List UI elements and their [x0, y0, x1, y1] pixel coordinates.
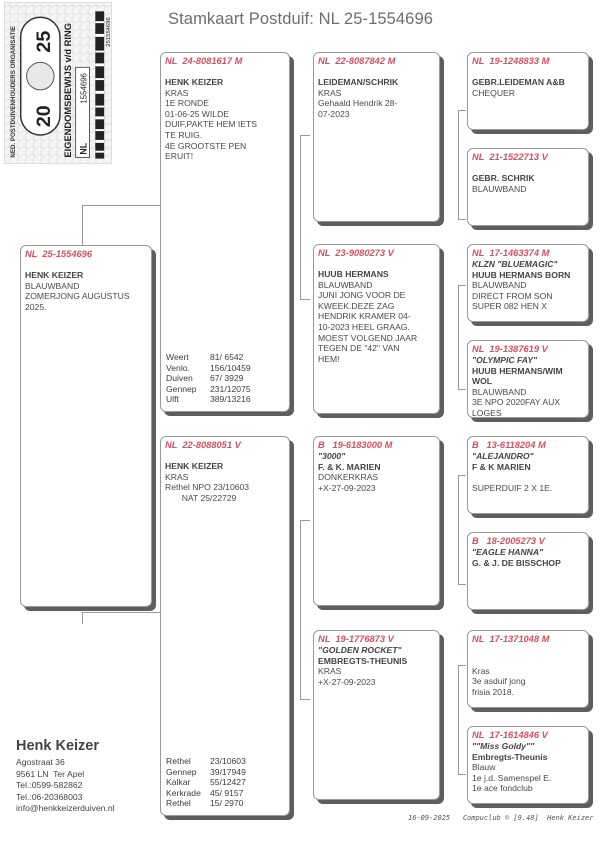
race-result-row: Duiven 67/ 3929 — [166, 373, 244, 384]
nickname: "OLYMPIC FAY" — [472, 355, 538, 365]
detail-line: DONKERKRAS — [318, 472, 379, 483]
nickname: "ALEJANDRO" — [472, 451, 534, 461]
owner: HENK KEIZER — [25, 270, 84, 280]
ring-year-left: 20 — [33, 105, 56, 128]
pigeon-card-great-grandparent[interactable] — [467, 244, 589, 322]
detail-line: +X-27-09-2023 — [318, 676, 376, 687]
spacer — [472, 163, 584, 173]
detail-line: KRAS — [165, 471, 189, 482]
ring-barcode-number: 251554696 — [106, 17, 113, 47]
detail-line: BLAUWBAND — [472, 183, 527, 194]
pigeon-card-grandfather-paternal[interactable] — [313, 52, 440, 222]
pigeon-card-great-grandparent[interactable] — [467, 148, 589, 226]
pigeon-card-mother[interactable] — [160, 436, 290, 816]
detail-line: KRAS — [318, 87, 342, 98]
ring-certificate-graphic — [5, 3, 111, 163]
ring-number: 1554696 — [79, 73, 89, 104]
detail-line: TE RUIG. — [165, 129, 203, 140]
connector-subject-stem — [82, 205, 83, 245]
connector-gp-fm — [458, 285, 466, 390]
detail-line: LOGES — [472, 407, 502, 418]
ring-org-text: NED. POSTDUIVENHOUDERS ORGANISATIE — [9, 26, 17, 158]
detail-line: 3E NPO 2020FAY AUX — [472, 397, 561, 408]
pigeon-card-great-grandparent[interactable] — [467, 726, 589, 804]
detail-line: 2025. — [25, 301, 47, 312]
nickname: "3000" — [318, 451, 346, 461]
connector-subject-stem2 — [82, 612, 83, 624]
owner: GEBR.LEIDEMAN A&B — [472, 77, 565, 87]
race-result-row: Kerkrade 45/ 9157 — [166, 787, 244, 798]
pigeon-emblem-icon — [27, 62, 54, 89]
ring-certificate — [4, 2, 112, 164]
owner: Embregts-Theunis — [472, 751, 548, 762]
ring-number: NL 22-8088051 V — [165, 440, 241, 450]
software-credit: Compuclub © [9.48] — [462, 814, 539, 822]
ring-number: NL 17-1614846 V — [472, 730, 548, 740]
owner: GEBR. SCHRIK — [472, 173, 535, 183]
detail-line — [472, 655, 584, 666]
pigeon-card-father[interactable] — [160, 52, 290, 412]
connector-subject-parents — [82, 205, 164, 206]
detail-line: Blauw — [472, 762, 496, 773]
breeder-city: 9561 LN Ter Apel — [16, 768, 85, 779]
breeder-info — [16, 738, 115, 815]
detail-line: DIRECT FROM SON — [472, 290, 553, 301]
page-title: Stamkaart Postduif: NL 25-1554696 — [168, 10, 434, 28]
connector-mother — [300, 520, 310, 700]
race-result-row: Gennep 39/17949 — [166, 766, 246, 777]
pigeon-card-great-grandparent[interactable] — [467, 630, 589, 708]
ring-number: NL 25-1554696 — [25, 249, 93, 259]
owner: LEIDEMAN/SCHRIK — [318, 77, 399, 87]
pigeon-card-great-grandparent[interactable] — [467, 52, 589, 130]
breeder-address: Agostraat 36 — [16, 757, 65, 767]
detail-line: 10-2023 HEEL GRAAG. — [318, 321, 410, 332]
race-result-row: Venlo. 156/10459 — [166, 362, 251, 373]
detail-line: SUPERDUIF 2 X 1E. — [472, 482, 553, 493]
race-result-row: Rethel 15/ 2970 — [166, 798, 244, 809]
owner: F. & K. MARIEN — [318, 461, 381, 472]
pigeon-card-great-grandparent[interactable] — [467, 532, 589, 610]
breeder-name: Henk Keizer — [16, 738, 100, 754]
ring-number: NL 17-1463374 M — [472, 248, 550, 258]
race-result-row: Gennep 231/12075 — [166, 383, 251, 394]
detail-line: DUIF,PAKTE HEM IETS — [165, 119, 257, 130]
race-results — [166, 756, 246, 809]
race-result-row: Rethel 23/10603 — [166, 756, 246, 767]
detail-line: HEM! — [318, 353, 340, 364]
detail-line: BLAUWBAND — [318, 279, 373, 290]
detail-line: 1e ace fondclub — [472, 783, 533, 794]
detail-line: frisia 2018. — [472, 686, 515, 697]
breeder-email[interactable]: info@henkkeizerduiven.nl — [16, 803, 115, 813]
detail-line: KRAS — [165, 87, 189, 98]
ring-number: NL 23-9080273 V — [318, 248, 394, 258]
owner: EMBREGTS-THEUNIS — [318, 655, 408, 666]
detail-line: BLAUWBAND — [472, 280, 527, 291]
detail-line: CHEQUER — [472, 87, 515, 98]
nickname: "EAGLE HANNA" — [472, 547, 544, 557]
detail-line — [472, 472, 584, 483]
breeder-phone: Tel.:0599-582862 — [16, 780, 83, 790]
detail-line: 4E GROOTSTE PEN — [165, 140, 247, 151]
ring-number: NL 21-1522713 V — [472, 152, 548, 162]
detail-line: HENDRIK KRAMER 04- — [318, 311, 411, 322]
barcode-icon — [95, 11, 104, 158]
detail-line: ZOMERJONG AUGUSTUS — [25, 291, 130, 302]
spacer — [472, 645, 584, 655]
pigeon-card-grandmother-paternal[interactable] — [313, 244, 440, 414]
pigeon-card-subject[interactable] — [20, 245, 152, 607]
race-result-row: Weert 81/ 6542 — [166, 352, 244, 363]
detail-line: JUNI JONG VOOR DE — [318, 290, 406, 301]
detail-line: 3e asduif jong — [472, 676, 526, 687]
ring-number: NL 19-1776873 V — [318, 634, 394, 644]
detail-line: Kras — [472, 665, 490, 676]
nickname: KLZN "BLUEMAGIC" — [472, 259, 558, 269]
ring-number: NL 19-1248833 M — [472, 56, 550, 66]
spacer — [472, 67, 584, 77]
nickname: ""Miss Goldy"" — [472, 741, 535, 751]
detail-line: 1E RONDE — [165, 98, 209, 109]
detail-line: BLAUWBAND — [25, 280, 80, 291]
detail-line: KRAS — [318, 666, 342, 677]
detail-line: MOEST VOLGEND JAAR — [318, 332, 418, 343]
detail-line: Rethel NPO 23/10603 — [165, 482, 250, 493]
detail-line: NAT 25/22729 — [165, 492, 237, 503]
ring-year-right: 25 — [33, 30, 56, 53]
ring-number: NL 17-1371048 M — [472, 634, 550, 644]
race-results — [166, 352, 251, 405]
connector-gp-mm — [458, 665, 466, 775]
owner: HUUB HERMANS/WIM WOL — [472, 365, 563, 387]
owner: HENK KEIZER — [165, 77, 224, 87]
nickname: "GOLDEN ROCKET" — [318, 645, 402, 655]
breeder-mobile: Tel.:06-20368003 — [16, 791, 83, 802]
ring-number: NL 24-8081617 M — [165, 56, 243, 66]
ring-number: NL 19-1387619 V — [472, 344, 548, 354]
race-result-row: Ulft 389/13216 — [166, 394, 251, 405]
detail-line: 1e j.d. Samenspel E. — [472, 772, 552, 783]
connector-gp-ff — [458, 110, 466, 220]
connector-gp-mf — [458, 475, 466, 585]
pigeon-card-great-grandparent[interactable] — [467, 340, 589, 418]
pigeon-card-grandmother-maternal[interactable] — [313, 630, 440, 800]
print-author: Henk Keizer — [547, 814, 594, 822]
detail-line: BLAUWBAND — [472, 386, 527, 397]
detail-line: +X-27-09-2023 — [318, 482, 376, 493]
owner: F & K MARIEN — [472, 461, 531, 472]
owner: HUUB HERMANS — [318, 269, 389, 279]
ring-number: B 18-2005273 V — [472, 536, 545, 546]
owner: HENK KEIZER — [165, 461, 224, 471]
pigeon-card-great-grandparent[interactable] — [467, 436, 589, 514]
print-footer — [408, 814, 593, 822]
owner: G. & J. DE BISSCHOP — [472, 557, 561, 568]
ring-number: NL 22-8087842 M — [318, 56, 396, 66]
detail-line: KWEEK.DEZE ZAG — [318, 300, 395, 311]
race-result-row: Kalkar 55/12427 — [166, 777, 246, 788]
ring-country: NL — [78, 142, 89, 155]
pigeon-card-grandfather-maternal[interactable] — [313, 436, 440, 606]
connector-father — [300, 135, 310, 300]
owner: HUUB HERMANS BORN — [472, 269, 571, 280]
ring-number: B 19-6183000 M — [318, 440, 393, 450]
ring-number: B 13-6118204 M — [472, 440, 546, 450]
ring-heading: EIGENDOMSBEWIJS v/d RING — [62, 23, 73, 158]
connector-subject-mother — [82, 612, 164, 613]
detail-line: SUPER 082 HEN X — [472, 301, 547, 312]
detail-line: Gehaald Hendrik 28- — [318, 98, 398, 109]
print-date: 16-09-2025 — [408, 814, 451, 822]
detail-line: 07-2023 — [318, 108, 350, 119]
detail-line: TEGEN DE "42" VAN — [318, 343, 400, 354]
detail-line: ERUIT! — [165, 151, 194, 162]
detail-line: 01-06-25 WILDE — [165, 108, 230, 119]
